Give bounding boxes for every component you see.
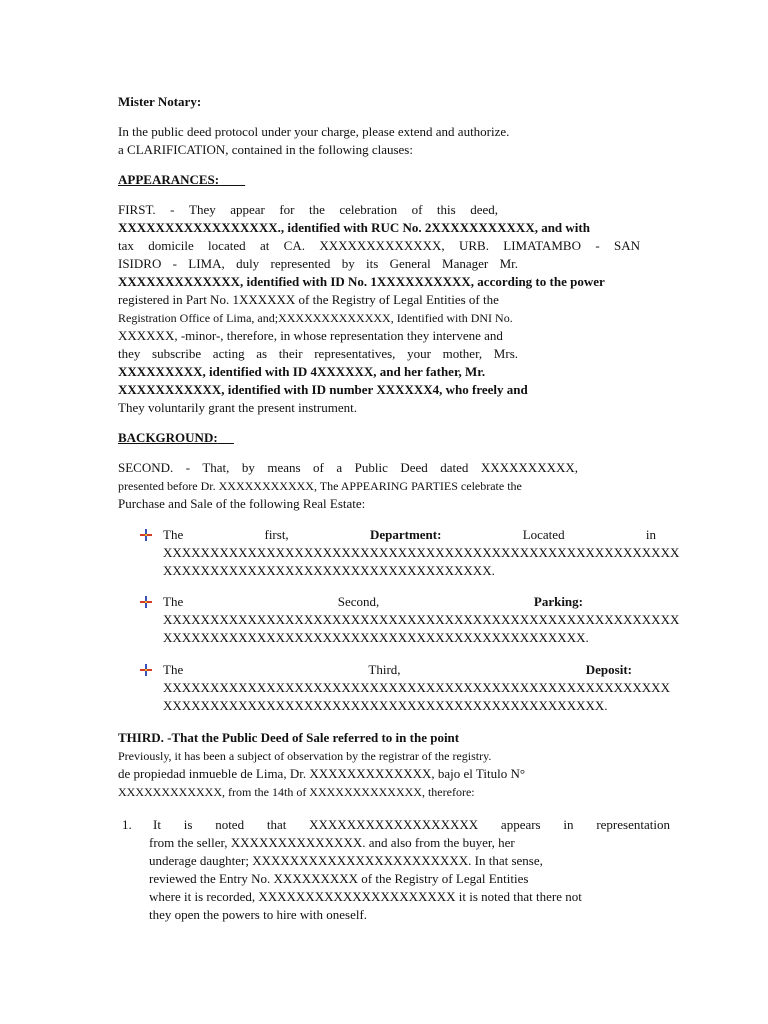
word: this [436,202,456,217]
word: FIRST. [118,202,156,217]
word: noted [215,817,245,832]
word: appear [230,202,265,217]
appearances-line-11: XXXXXXXXXXX, identified with ID number XXXXXX4, who freely and [118,382,528,397]
word: Located [522,527,565,542]
background-line-3: Purchase and Sale of the following Real Estate: [118,496,366,511]
third-line-3: XXXXXXXXXXXX, from the 14th of XXXXXXXXXXXXX, therefore: [118,785,475,799]
word: deed, [470,202,498,217]
appearances-line-3: tax domicile located at CA. XXXXXXXXXXXXX, URB. LIMATAMBO - SAN [118,238,640,253]
list-item-1-line-3: XXXXXXXXXXXXXXXXXXXXXXXXXXXXXXXXXXX. [163,563,495,578]
appearances-line-9: they subscribe acting as their representatives, your mother, Mrs. [118,346,518,361]
list-item-2-line-2: XXXXXXXXXXXXXXXXXXXXXXXXXXXXXXXXXXXXXXXXXXXXXXXXXXXXXXX [163,612,680,627]
word: The [163,662,184,677]
word: first, [264,527,289,542]
list-item-3-line-3: XXXXXXXXXXXXXXXXXXXXXXXXXXXXXXXXXXXXXXXXXXXXXXX. [163,698,608,713]
list-item-2-row [163,594,583,610]
list-item-3-row [163,662,632,678]
word: representation [596,817,670,832]
word: The [163,594,184,609]
appearances-line-12: They voluntarily grant the present instrument. [118,400,357,415]
list-item-3-line-2: XXXXXXXXXXXXXXXXXXXXXXXXXXXXXXXXXXXXXXXXXXXXXXXXXXXXXX [163,680,670,695]
word: in [563,817,574,832]
third-heading: THIRD. -That the Public Deed of Sale referred to in the point [118,730,460,745]
word: appears [500,817,541,832]
word: Second, [337,594,380,609]
third-item-line-5: where it is recorded, XXXXXXXXXXXXXXXXXXXXX it is noted that there not [149,889,582,904]
appearances-heading: APPEARANCES: [118,172,220,187]
word: that [266,817,287,832]
word: Department: [369,527,442,542]
third-item-line-4: reviewed the Entry No. XXXXXXXXX of the Registry of Legal Entities [149,871,529,886]
appearances-line-5: XXXXXXXXXXXXX, identified with ID No. 1XXXXXXXXXX, according to the power [118,274,605,289]
word: XXXXXXXXXXXXXXXXXX [309,817,479,832]
bullet-icon [140,529,152,541]
bullet-icon [140,664,152,676]
first-clause-row [118,202,498,218]
list-item-2-line-3: XXXXXXXXXXXXXXXXXXXXXXXXXXXXXXXXXXXXXXXXXXXXX. [163,630,589,645]
appearances-line-6: registered in Part No. 1XXXXXX of the Registry of Legal Entities of the [118,292,499,307]
third-line-2: de propiedad inmueble de Lima, Dr. XXXXXXXXXXXXX, bajo el Titulo N° [118,766,526,781]
intro-line-1: In the public deed protocol under your charge, please extend and authorize. [118,124,510,139]
background-line-2: presented before Dr. XXXXXXXXXXX, The APPEARING PARTIES celebrate the [118,479,522,493]
background-heading: BACKGROUND: [118,430,218,445]
word: Parking: [533,594,583,609]
word: celebration [339,202,398,217]
word: The [163,527,184,542]
intro-line-2: a CLARIFICATION, contained in the following clauses: [118,142,413,157]
third-item-line-2: from the seller, XXXXXXXXXXXXXX. and also from the buyer, her [149,835,515,850]
third-item-line-6: they open the powers to hire with oneself. [149,907,368,922]
word: for [279,202,295,217]
word: in [645,527,656,542]
word: Third, [368,662,401,677]
third-item-row [153,817,670,833]
salutation: Mister Notary: [118,94,202,109]
third-item-line-3: underage daughter; XXXXXXXXXXXXXXXXXXXXXXX. In that sense, [149,853,543,868]
word: Deposit: [585,662,632,677]
word: - [170,202,175,217]
background-line-1: SECOND. - That, by means of a Public Deed dated XXXXXXXXXX, [118,460,578,475]
list-item-number: 1. [122,817,132,832]
word: is [183,817,193,832]
list-item-1-row [163,527,656,543]
word: the [308,202,325,217]
list-item-1-line-2: XXXXXXXXXXXXXXXXXXXXXXXXXXXXXXXXXXXXXXXXXXXXXXXXXXXXXXX [163,545,680,560]
appearances-line-10: XXXXXXXXX, identified with ID 4XXXXXX, and her father, Mr. [118,364,486,379]
appearances-line-2: XXXXXXXXXXXXXXXXX., identified with RUC No. 2XXXXXXXXXXX, and with [118,220,590,235]
appearances-line-7: Registration Office of Lima, and;XXXXXXXXXXXXX, Identified with DNI No. [118,311,513,325]
appearances-line-4: ISIDRO - LIMA, duly represented by its General Manager Mr. [118,256,518,271]
appearances-line-8: XXXXXX, -minor-, therefore, in whose representation they intervene and [118,328,503,343]
third-line-1: Previously, it has been a subject of observation by the registrar of the registry. [118,749,492,763]
bullet-icon [140,596,152,608]
word: It [153,817,161,832]
word: of [411,202,423,217]
word: They [189,202,216,217]
